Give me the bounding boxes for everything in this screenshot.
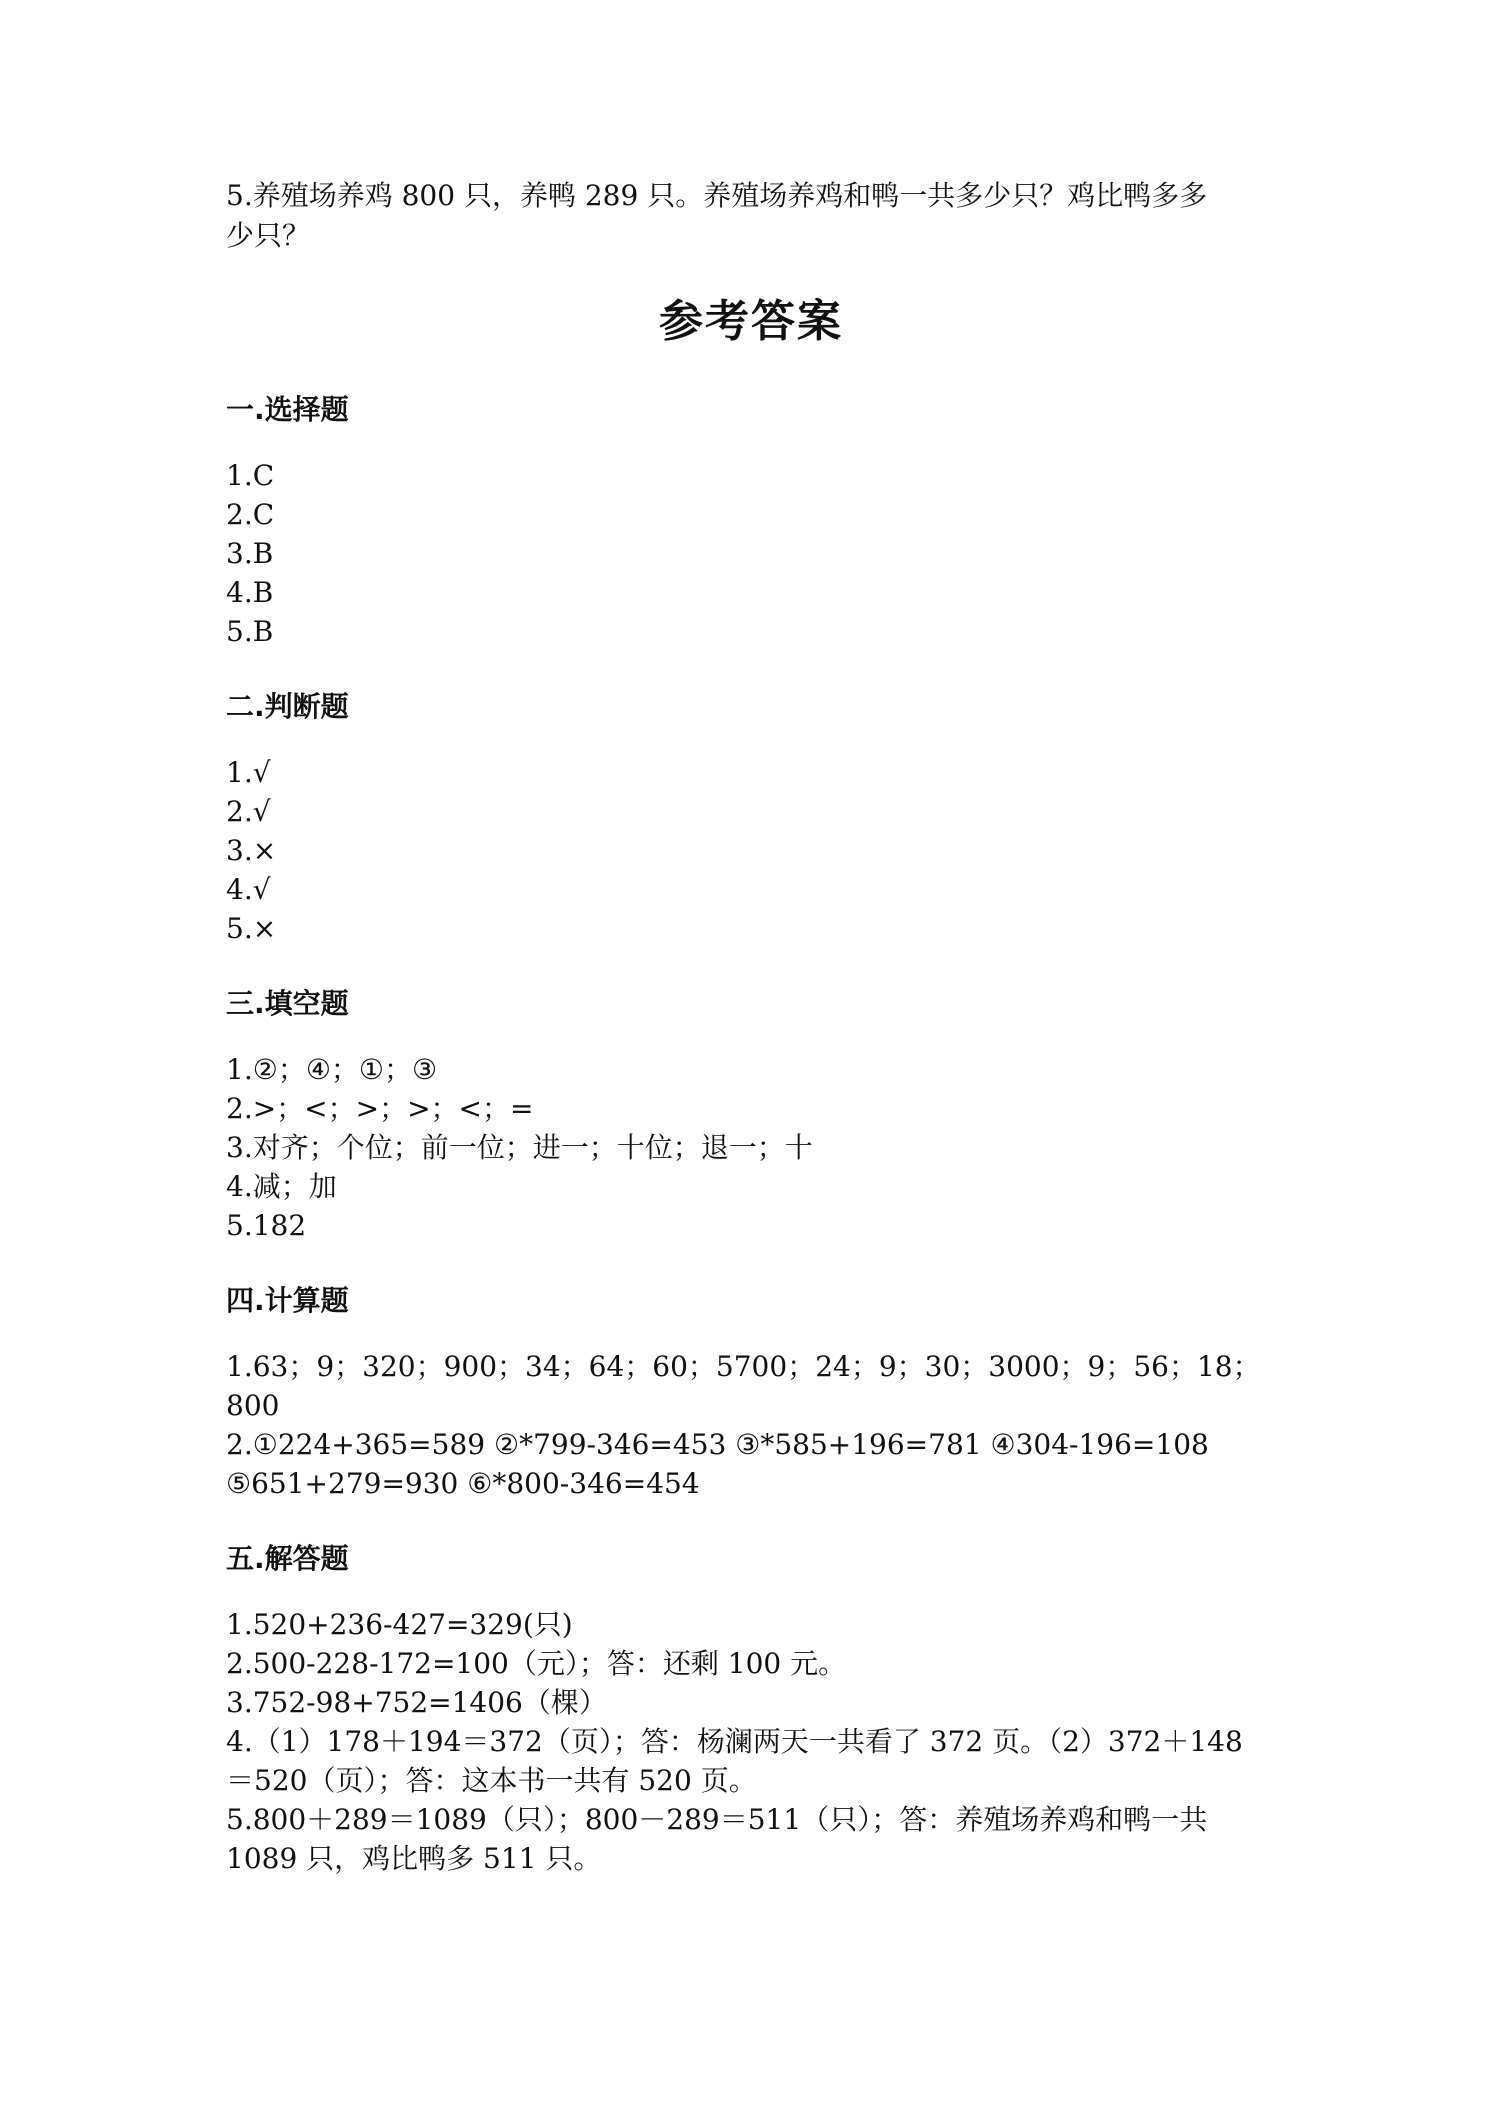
answer-item: 5.182 <box>226 1209 307 1242</box>
answer-item: 4.减；加 <box>226 1170 337 1203</box>
section-true-false <box>226 687 1276 948</box>
answer-item: 2.①224+365=589 ②*799-346=453 ③*585+196=781 ④304-196=108 <box>226 1428 1209 1461</box>
answer-item: 3.752-98+752=1406（棵） <box>226 1686 607 1719</box>
section-calculation <box>226 1281 1276 1503</box>
answer-item: 4.B <box>226 576 274 609</box>
answer-key-title: 参考答案 <box>659 296 843 347</box>
answer-item: 5.800＋289＝1089（只）；800－289＝511（只）；答：养殖场养鸡和鸭一共 <box>226 1803 1208 1836</box>
section-title: 五.解答题 <box>226 1542 349 1575</box>
section-title: 四.计算题 <box>226 1284 349 1317</box>
section-title: 三.填空题 <box>226 987 349 1020</box>
answer-item: 1.√ <box>226 756 271 789</box>
answer-item: 1089 只，鸡比鸭多 511 只。 <box>226 1842 602 1875</box>
answer-item: 4.（1）178＋194＝372（页）；答：杨澜两天一共看了 372 页。（2）372＋148 <box>226 1725 1243 1758</box>
answer-item: 1.520+236-427=329(只) <box>226 1608 573 1641</box>
answer-item: 3.B <box>226 537 274 570</box>
document-page <box>226 176 1276 1914</box>
answer-item: 3.对齐；个位；前一位；进一；十位；退一；十 <box>226 1131 813 1164</box>
answer-item: 2.C <box>226 498 275 531</box>
answer-item: 3.× <box>226 834 277 867</box>
answer-item: 1.②；④；①；③ <box>226 1053 438 1086</box>
answer-item: 2.500-228-172=100（元）；答：还剩 100 元。 <box>226 1647 847 1680</box>
answer-item: 5.B <box>226 615 274 648</box>
answer-item: 1.C <box>226 459 275 492</box>
section-fill-in-blank <box>226 984 1276 1245</box>
answer-item: ⑤651+279=930 ⑥*800-346=454 <box>226 1467 700 1500</box>
answer-item: 5.× <box>226 912 277 945</box>
answer-item: 4.√ <box>226 873 271 906</box>
answer-item: 1.63；9；320；900；34；64；60；5700；24；9；30；3000；9；56；18；800 <box>226 1350 1261 1422</box>
section-word-problems <box>226 1539 1276 1878</box>
section-title: 一.选择题 <box>226 393 349 426</box>
question-5-line-1: 5.养殖场养鸡 800 只，养鸭 289 只。养殖场养鸡和鸭一共多少只？鸡比鸭多多 <box>226 179 1208 212</box>
answer-item: 2.>；<；>；>；<；= <box>226 1092 534 1125</box>
answer-item: 2.√ <box>226 795 271 828</box>
section-multiple-choice <box>226 390 1276 651</box>
answer-item: ＝520（页）；答：这本书一共有 520 页。 <box>226 1764 757 1797</box>
section-title: 二.判断题 <box>226 690 349 723</box>
question-5-line-2: 少只？ <box>226 219 311 252</box>
